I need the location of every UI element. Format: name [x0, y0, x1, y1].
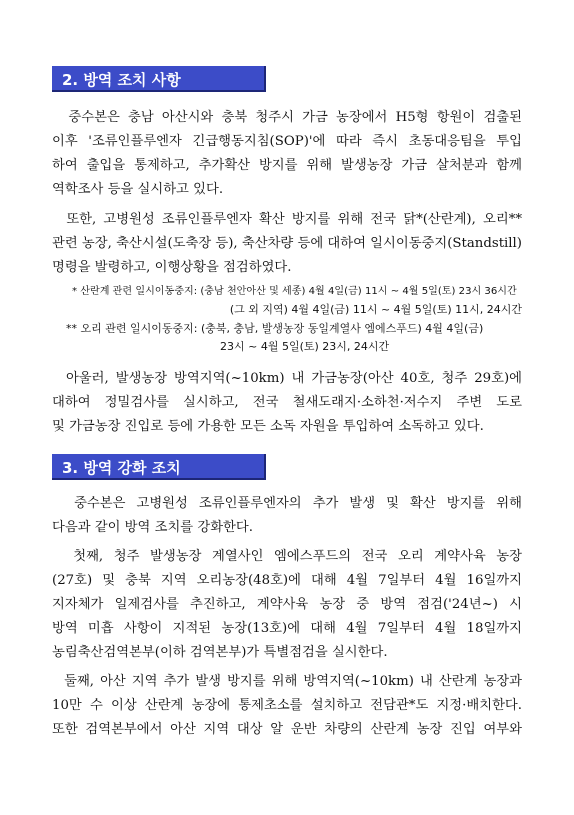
paragraph-standstill-order	[52, 208, 522, 280]
paragraph-line: 또한, 고병원성 조류인플루엔자 확산 방지를 위해 전국 닭*(산란계), 오리**	[52, 212, 522, 227]
paragraph-strengthening-intro	[52, 492, 522, 540]
paragraph-line: 또한 검역본부에서 아산 지역 대상 알 운반 차량의 산란계 농장 진입 여부와	[52, 722, 522, 737]
paragraph-line: 둘째, 아산 지역 추가 발생 방지를 위해 방역지역(~10km) 내 산란계 농장과	[52, 674, 522, 689]
paragraph-line: (27호) 및 충북 지역 오리농장(48호)에 대해 4월 7일부터 4월 16일까지	[52, 573, 522, 588]
section-heading: 2. 방역 조치 사항	[62, 71, 181, 89]
section-heading: 3. 방역 강화 조치	[62, 459, 181, 477]
paragraph-first-measure	[52, 545, 522, 665]
footnote-line: 23시 ~ 4월 5일(토) 23시, 24시간	[220, 340, 390, 353]
paragraph-line: 명령을 발령하고, 이행상황을 점검하였다.	[52, 260, 292, 275]
footnote-duck-standstill	[52, 320, 522, 356]
paragraph-line: 관련 농장, 축산시설(도축장 등), 축산차량 등에 대하여 일시이동중지(Standstill)	[52, 236, 522, 251]
section-heading-bar	[52, 66, 266, 92]
paragraph-line: 이후 '조류인플루엔자 긴급행동지침(SOP)'에 따라 즉시 초동대응팀을 투입	[52, 134, 522, 149]
paragraph-line: 대하여 정밀검사를 실시하고, 전국 철새도래지·소하천·저수지 주변 도로	[52, 395, 522, 410]
paragraph-disinfection	[52, 367, 522, 439]
paragraph-initial-response	[52, 106, 522, 202]
paragraph-second-measure	[52, 670, 522, 742]
paragraph-line: 역학조사 등을 실시하고 있다.	[52, 182, 224, 197]
paragraph-line: 아울러, 발생농장 방역지역(~10km) 내 가금농장(아산 40호, 청주 29호)에	[52, 371, 522, 386]
paragraph-line: 지자체가 일제검사를 추진하고, 계약사육 농장 중 방역 점검('24년~) 시	[52, 597, 522, 612]
paragraph-line: 하여 출입을 통제하고, 추가확산 방지를 위해 발생농장 가금 살처분과 함께	[52, 158, 522, 173]
paragraph-line: 및 가금농장 진입로 등에 가용한 모든 소독 자원을 투입하여 소독하고 있다.	[52, 419, 484, 434]
section-heading-bar	[52, 454, 266, 480]
paragraph-line: 방역 미흡 사항이 지적된 농장(13호)에 대해 4월 7일부터 4월 18일까지	[52, 621, 522, 636]
footnote-layer-standstill	[52, 283, 522, 319]
paragraph-line: 중수본은 고병원성 조류인플루엔자의 추가 발생 및 확산 방지를 위해	[52, 496, 522, 511]
paragraph-line: 농림축산검역본부(이하 검역본부)가 특별점검을 실시한다.	[52, 645, 388, 660]
footnote-line: * 산란계 관련 일시이동중지: (충남 천안아산 및 세종) 4월 4일(금) 11시 ~ 4월 5일(토) 23시 36시간	[72, 286, 517, 297]
paragraph-line: 10만 수 이상 산란계 농장에 통제초소를 설치하고 전담관*도 지정·배치한다.	[52, 698, 522, 713]
paragraph-line: 중수본은 충남 아산시와 충북 청주시 가금 농장에서 H5형 항원이 검출된	[52, 110, 522, 125]
paragraph-line: 첫째, 청주 발생농장 계열사인 엠에스푸드의 전국 오리 계약사육 농장	[52, 549, 522, 564]
footnote-line: (그 외 지역) 4월 4일(금) 11시 ~ 4월 5일(토) 11시, 24시간	[229, 303, 522, 316]
footnote-line: ** 오리 관련 일시이동중지: (충북, 충남, 발생농장 동일계열사 엠에스푸드) 4월 4일(금)	[66, 322, 484, 335]
paragraph-line: 다음과 같이 방역 조치를 강화한다.	[52, 520, 253, 535]
